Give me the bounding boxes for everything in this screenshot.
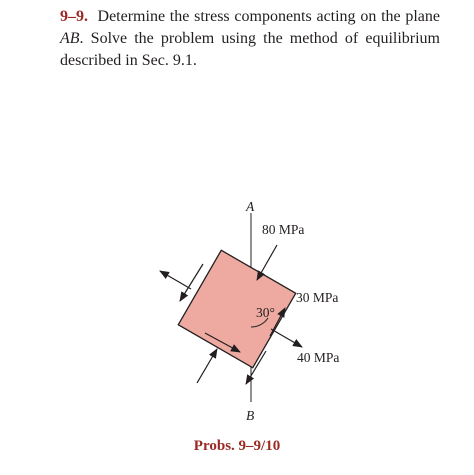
problem-line-2-text: . Solve the problem using the method of equilibrium (79, 30, 440, 47)
normal-stress-arrow-right (271, 329, 302, 347)
plane-label-ab: AB (60, 30, 80, 47)
normal-stress-arrow-bottom (197, 349, 217, 383)
problem-line-1-text: Determine the stress components acting on the plane (97, 8, 441, 25)
point-a-label: A (246, 199, 255, 214)
point-b-label: B (246, 408, 255, 423)
problem-line-3: described in Sec. 9.1. (60, 52, 197, 69)
problem-number: 9–9. (60, 8, 88, 25)
stress-40-label: 40 MPa (297, 350, 340, 365)
angle-label: 30° (256, 305, 275, 320)
normal-stress-arrow-top (257, 245, 277, 280)
normal-stress-arrow-left (160, 271, 191, 289)
figure-caption: Probs. 9–9/10 (193, 438, 281, 454)
stress-30-label: 30 MPa (296, 290, 339, 305)
stress-80-label: 80 MPa (262, 222, 305, 237)
